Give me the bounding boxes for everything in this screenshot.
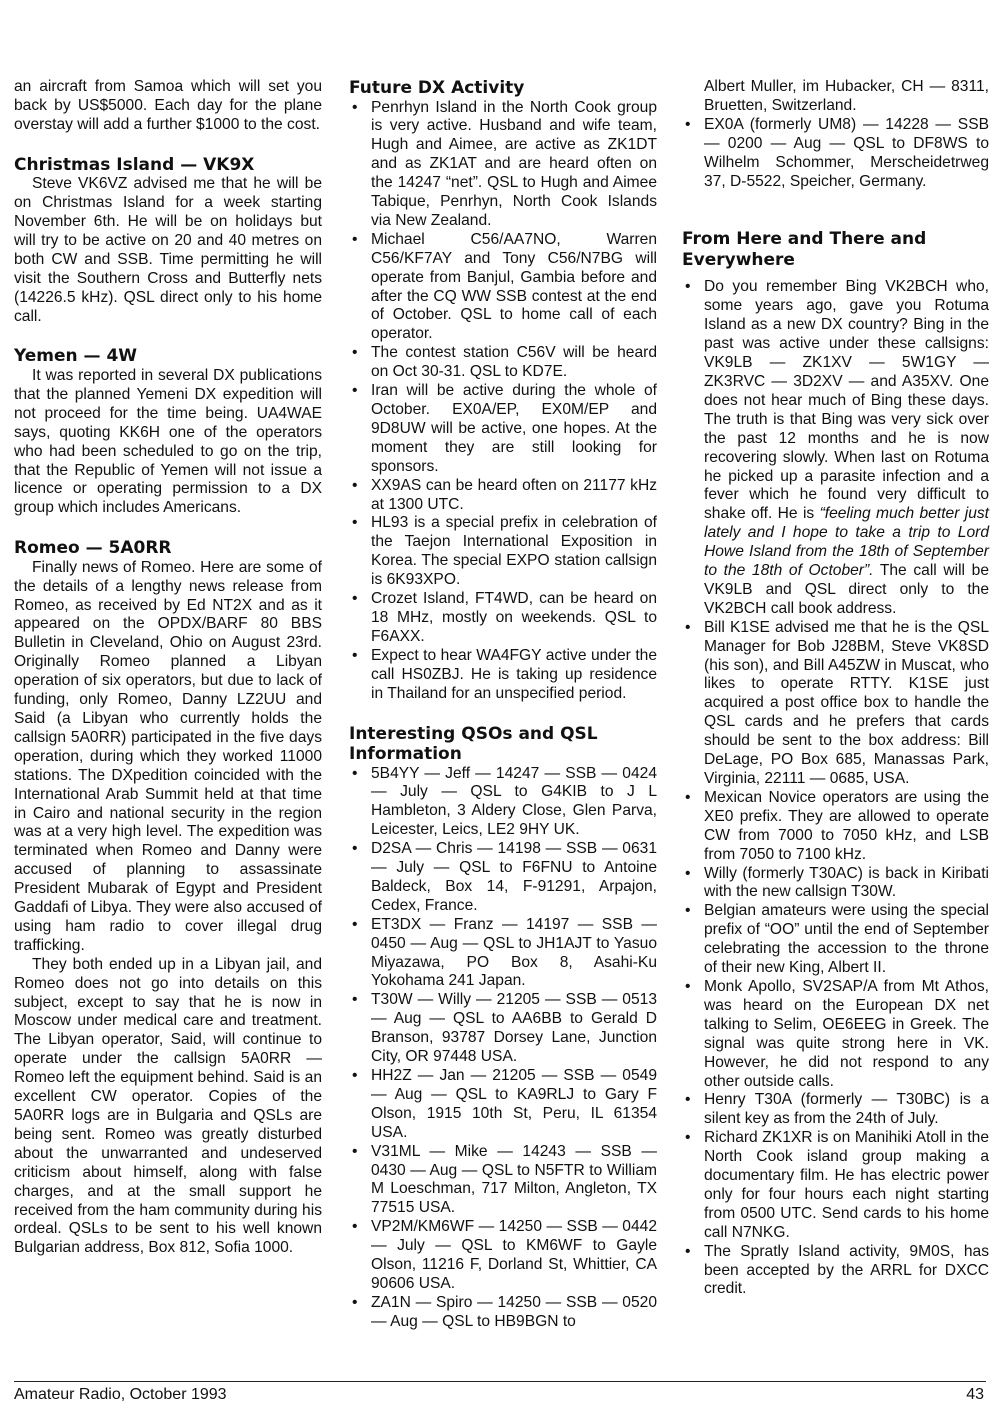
list-item: • XX9AS can be heard often on 21177 kHz at 1300 UTC.: [349, 477, 657, 515]
romeo-paragraph-1: Finally news of Romeo. Here are some of the details of a lengthy news release from Romeo, as received by Ed NT2X and as it appeared on the OPDX/BARF 80 BBS Bulletin in Cleveland, Ohio on August 23rd. Originally Romeo planned a Libyan operation of six operators, but due to lack of funding, only Romeo, Danny LZ2UU and Said (a Libyan who currently holds the callsign 5A0RR) participated in the five days operation, during which they worked 11000 stations. The DXpedition coincided with the International Arab Summit held at that time in Cairo and national security in the region was at a very high level. The expedition was terminated when Romeo and Danny were accused of planning to assassinate President Mubarak of Egypt and President Gaddafi of Libya. They were also accused of using ham radio to cover illegal drug trafficking.: [14, 558, 322, 954]
intro-paragraph: an aircraft from Samoa which will set you back by US$5000. Each day for the plane overstay will add a further $1000 to the cost.: [14, 78, 322, 133]
list-item: • The Spratly Island activity, 9M0S, has been accepted by the ARRL for DXCC credit.: [682, 1243, 989, 1300]
list-item: • Richard ZK1XR is on Manihiki Atoll in the North Cook island group making a documentary film. He has electric power only for four hours each night starting from 0500 UTC. Send cards to his home call N7NKG.: [682, 1129, 989, 1242]
list-item: • Iran will be active during the whole of October. EX0A/EP, EX0M/EP and 9D8UW will be active, one hopes. At the moment they are still looking for sponsors.: [349, 382, 657, 477]
list-item: • Bill K1SE advised me that he is the QSL Manager for Bob J28BM, Steve VK8SD (his son), and Bill A45ZW in Muscat, who likes to operate RTTY. K1SE just acquired a post office box to handle the QSL cards and he prefers that cards should be sent to the box address: Bill DeLage, PO Box 685, Manassas Park, Virginia, 22111 — 0685, USA.: [682, 619, 989, 789]
footer-divider: [14, 1381, 986, 1382]
list-item: • HL93 is a special prefix in celebration of the Taejon International Exposition in Korea. The special EXPO station callsign is 6K93XPO.: [349, 514, 657, 590]
list-item-bing: [682, 278, 989, 618]
list-item: • Monk Apollo, SV2SAP/A from Mt Athos, was heard on the European DX net talking to Selim, OE6EEG in Greek. The signal was quite strong here in VK. However, he did not respond to any other outside calls.: [682, 978, 989, 1091]
list-item: • Willy (formerly T30AC) is back in Kiribati with the new callsign T30W.: [682, 865, 989, 903]
bing-quote: “feeling much better just lately and I hope to take a trip to Lord Howe Island from the 18th of September to the 18th of October”.: [704, 505, 989, 580]
list-item: • ZA1N — Spiro — 14250 — SSB — 0520 — Aug — QSL to HB9BGN to: [349, 1294, 657, 1332]
list-item-continued: Albert Muller, im Hubacker, CH — 8311, Bruetten, Switzerland.: [704, 78, 989, 114]
romeo-heading: Romeo — 5A0RR: [14, 538, 172, 559]
list-item: • Michael C56/AA7NO, Warren C56/KF7AY and Tony C56/N7BG will operate from Banjul, Gambia before and after the CQ WW SSB contest at the end of October. QSL to home call of each operator.: [349, 231, 657, 344]
future-dx-list: [349, 99, 657, 704]
bing-text-a: Do you remember Bing VK2BCH who, some years ago, gave you Rotuma Island as a new DX country? Bing in the past was active under these callsigns: VK9LB — ZK1XV — 5W1GY — ZK3RVC — 3D2XV — and A35XV. One does not hear much of Bing these days. The truth is that Bing was very sick over the past 12 months and he is now recovering slowly. When last on Rotuma he picked up a parasite infection and a fever which he found very difficult to shake off. He is: [704, 278, 989, 523]
list-item: • EX0A (formerly UM8) — 14228 — SSB — 0200 — Aug — QSL to DF8WS to Wilhelm Schommer, Merscheidetrweg 37, D-5522, Speicher, Germany.: [682, 116, 989, 192]
from-here-heading: From Here and There and Everywhere: [682, 229, 927, 270]
column-3: [682, 78, 989, 1299]
list-item: • Mexican Novice operators are using the XE0 prefix. They are allowed to operate CW from 7000 to 7050 kHz, and LSB from 7050 to 7100 kHz.: [682, 789, 989, 865]
christmas-island-heading: Christmas Island — VK9X: [14, 154, 255, 175]
list-item: • Crozet Island, FT4WD, can be heard on 18 MHz, mostly on weekends. QSL to F6AXX.: [349, 590, 657, 647]
from-here-list: [682, 278, 989, 1299]
list-item: • 5B4YY — Jeff — 14247 — SSB — 0424 — July — QSL to G4KIB to J L Hambleton, 3 Aldery Close, Glen Parva, Leicester, Leics, LE2 9HY UK.: [349, 765, 657, 841]
christmas-island-text: Steve VK6VZ advised me that he will be on Christmas Island for a week starting November 6th. He will be on holidays but will try to be active on 20 and 40 metres on both CW and SSB. Time permitting he will visit the Southern Cross and Butterfly nets (14226.5 kHz). QSL direct only to his home call.: [14, 175, 322, 325]
list-item: • T30W — Willy — 21205 — SSB — 0513 — Aug — QSL to AA6BB to Gerald D Branson, 93787 Dorsey Lane, Junction City, OR 97448 USA.: [349, 991, 657, 1067]
bing-text-b: The call will be VK9LB and QSL direct only to the VK2BCH call book address.: [704, 562, 989, 617]
column-1: [14, 78, 322, 1258]
list-item: • ET3DX — Franz — 14197 — SSB — 0450 — Aug — QSL to JH1AJT to Yasuo Miyazawa, PO Box 8, Asahi-Ku Yokohama 241 Japan.: [349, 916, 657, 992]
list-item: • Belgian amateurs were using the special prefix of “OO” until the end of September celebrating the accession to the throne of their new King, Albert II.: [682, 902, 989, 978]
qsos-heading: Interesting QSOs and QSL Information: [349, 723, 598, 764]
list-item: • V31ML — Mike — 14243 — SSB — 0430 — Aug — QSL to N5FTR to William M Loeschman, 717 Milton, Angleton, TX 77515 USA.: [349, 1143, 657, 1219]
yemen-text: It was reported in several DX publications that the planned Yemeni DX expedition will not proceed for the time being. UA4WAE says, quoting KK6H one of the operators who had been scheduled to go on the trip, that the Republic of Yemen will not issue a licence or operating permission to a DX group which includes Americans.: [14, 366, 322, 517]
list-item: • Henry T30A (formerly — T30BC) is a silent key as from the 24th of July.: [682, 1091, 989, 1129]
page-number: 43: [966, 1386, 984, 1403]
list-item: • D2SA — Chris — 14198 — SSB — 0631 — July — QSL to F6FNU to Antoine Baldeck, Box 14, F-91291, Arpajon, Cedex, France.: [349, 840, 657, 916]
future-dx-heading: Future DX Activity: [349, 78, 525, 98]
list-item: • HH2Z — Jan — 21205 — SSB — 0549 — Aug — QSL to KA9RLJ to Gary F Olson, 1915 10th St, Peru, IL 61354 USA.: [349, 1067, 657, 1143]
list-item: • Expect to hear WA4FGY active under the call HS0ZBJ. He is taking up residence in Thailand for an unspecified period.: [349, 647, 657, 704]
yemen-heading: Yemen — 4W: [14, 346, 138, 367]
list-item: • The contest station C56V will be heard on Oct 30-31. QSL to KD7E.: [349, 344, 657, 382]
continued-list: [682, 78, 989, 191]
list-item: • VP2M/KM6WF — 14250 — SSB — 0442 — July — QSL to KM6WF to Gayle Olson, 11216 F, Dorland St, Whittier, CA 90606 USA.: [349, 1218, 657, 1294]
footer-publication: Amateur Radio, October 1993: [14, 1386, 227, 1403]
list-item: • Penrhyn Island in the North Cook group is very active. Husband and wife team, Hugh and Aimee, are active as ZK1DT and as ZK1AT and are heard often on the 14247 “net”. QSL to Hugh and Aimee Tabique, Penrhyn, North Cook Islands via New Zealand.: [349, 99, 657, 231]
qsos-list: [349, 765, 657, 1332]
romeo-paragraph-2: They both ended up in a Libyan jail, and Romeo does not go into details on this subject, except to say that he is now in Moscow under medical care and treatment. The Libyan operator, Said, will continue to operate under the callsign 5A0RR — Romeo left the equipment behind. Said is an excellent CW operator. Copies of the 5A0RR logs are in Bulgaria and QSLs are being sent. Romeo was greatly disturbed about the unwarranted and undeserved criticism about himself, along with false charges, and at the small support he received from the ham community during his ordeal. QSLs to be sent to his well known Bulgarian address, Box 812, Sofia 1000.: [14, 955, 322, 1257]
column-2: [349, 78, 657, 1332]
